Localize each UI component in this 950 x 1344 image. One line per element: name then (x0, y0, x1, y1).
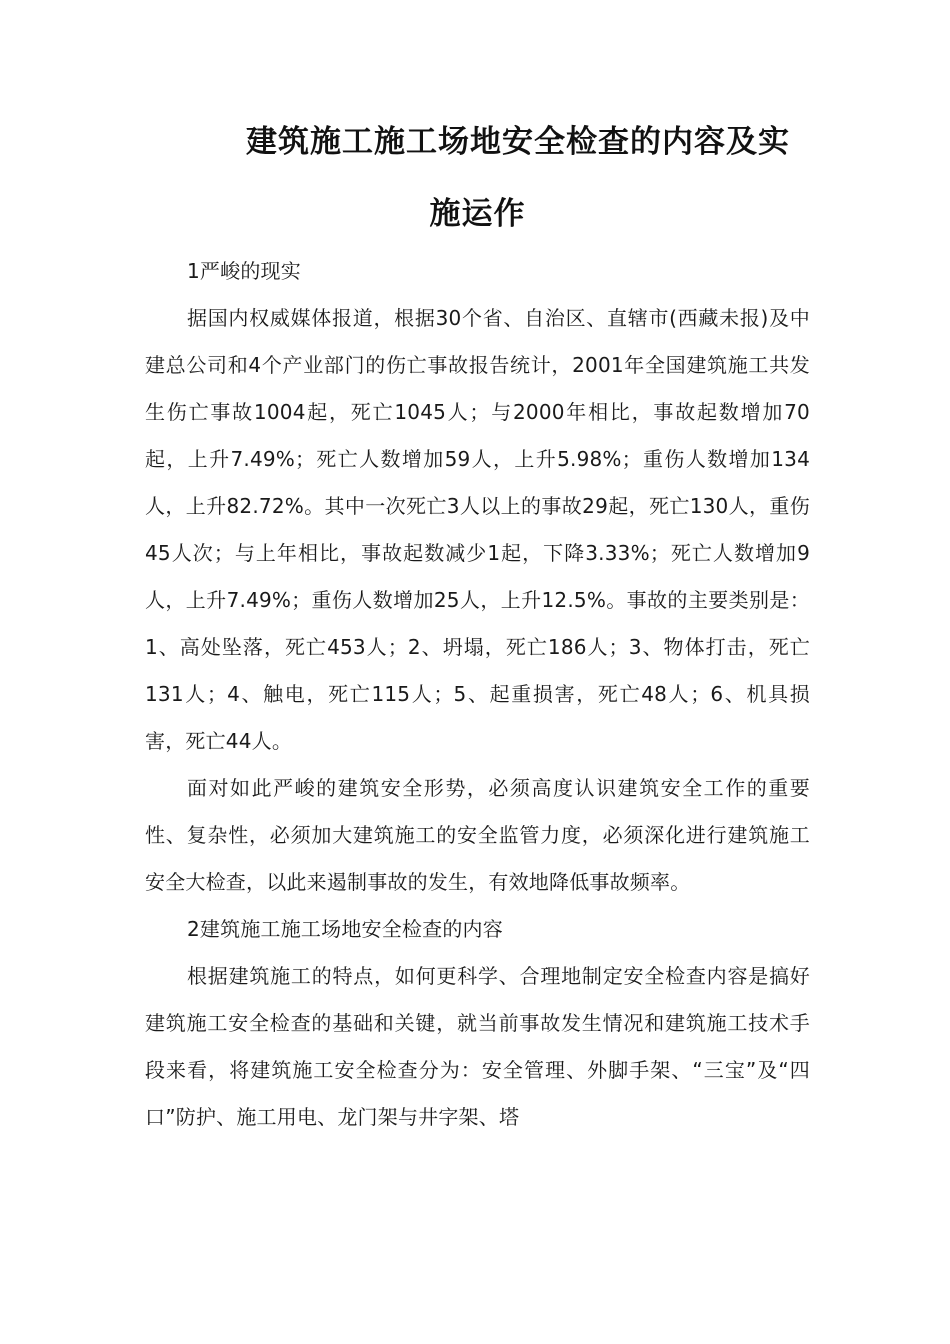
document-body (145, 248, 810, 1141)
paragraph-safety-situation: 面对如此严峻的建筑安全形势，必须高度认识建筑安全工作的重要性、复杂性，必须加大建筑施工的安全监管力度，必须深化进行建筑施工安全大检查，以此来遏制事故的发生，有效地降低事故频率。 (145, 776, 810, 894)
paragraph-inspection-content: 根据建筑施工的特点，如何更科学、合理地制定安全检查内容是搞好建筑施工安全检查的基础和关键，就当前事故发生情况和建筑施工技术手段来看，将建筑施工安全检查分为：安全管理、外脚手架、“三宝”及“四口”防护、施工用电、龙门架与井字架、塔 (145, 964, 810, 1129)
document-title-line-2: 施运作 (429, 196, 526, 232)
section-heading-1: 1严峻的现实 (187, 259, 301, 283)
document-title-line-1: 建筑施工施工场地安全检查的内容及实 (246, 124, 790, 160)
paragraph-accident-statistics: 据国内权威媒体报道，根据30个省、自治区、直辖市(西藏未报)及中建总公司和4个产业部门的伤亡事故报告统计，2001年全国建筑施工共发生伤亡事故1004起，死亡1045人；与2000年相比，事故起数增加70起，上升7.49%；死亡人数增加59人，上升5.98%；重伤人数增加134人，上升82.72%。其中一次死亡3人以上的事故29起，死亡130人，重伤45人次；与上年相比，事故起数减少1起，下降3.33%；死亡人数增加9人，上升7.49%；重伤人数增加25人，上升12.5%。事故的主要类别是：1、高处坠落，死亡453人；2、坍塌，死亡186人；3、物体打击，死亡131人；4、触电，死亡115人；5、起重损害，死亡48人；6、机具损害，死亡44人。 (145, 306, 810, 753)
section-heading-2: 2建筑施工施工场地安全检查的内容 (187, 917, 503, 941)
